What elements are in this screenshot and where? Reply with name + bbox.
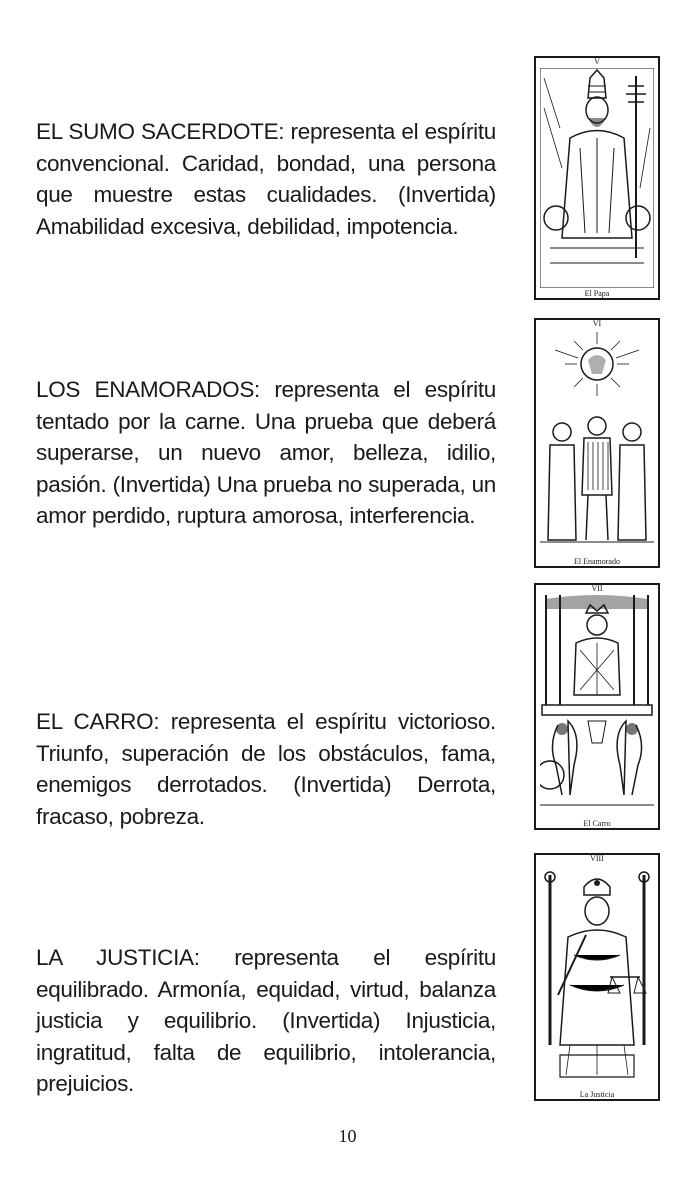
card-name: El Papa bbox=[584, 289, 610, 298]
tarot-card-la-justicia bbox=[534, 853, 660, 1101]
entry-term: EL CARRO bbox=[36, 709, 154, 734]
justice-scales-icon bbox=[540, 865, 654, 1089]
card-numeral: VII bbox=[591, 584, 603, 593]
card-name: El Enamorado bbox=[574, 557, 620, 566]
tarot-card-el-papa bbox=[534, 56, 660, 300]
card-numeral: VIII bbox=[590, 854, 604, 863]
entry-text bbox=[36, 942, 496, 1100]
card-name: El Carro bbox=[583, 819, 611, 828]
entry-description: : representa el espíritu tentado por la carne. Una prueba que deberá superarse, un nuevo amor, belleza, idilio, pasión. (Invertida) Una prueba no superada, un amor perdido, ruptura amorosa, interferencia. bbox=[36, 377, 496, 528]
entry-description: : representa el espíritu victorioso. Triunfo, superación de los obstáculos, fama, enemigos derrotados. (Invertida) Derrota, fracaso, pobreza. bbox=[36, 709, 496, 829]
entry-description: : representa el espíritu equilibrado. Armonía, equidad, virtud, balanza justicia y equilibrio. (Invertida) Injusticia, ingratitud, falta de equilibrio, intolerancia, prejuicios. bbox=[36, 945, 496, 1096]
entry-term: EL SUMO SACERDOTE bbox=[36, 119, 279, 144]
entry-text bbox=[36, 374, 496, 532]
tarot-card-el-enamorado bbox=[534, 318, 660, 568]
lovers-figures-icon bbox=[540, 330, 654, 556]
card-numeral: V bbox=[594, 57, 600, 66]
entry-text bbox=[36, 116, 496, 242]
entry-term: LA JUSTICIA bbox=[36, 945, 194, 970]
pope-figure-icon bbox=[540, 68, 654, 288]
entry-term: LOS ENAMORADOS bbox=[36, 377, 255, 402]
chariot-horses-icon bbox=[540, 595, 654, 818]
card-name: La Justicia bbox=[579, 1090, 615, 1099]
page-number: 10 bbox=[338, 1126, 357, 1146]
entry-text bbox=[36, 706, 496, 832]
card-numeral: VI bbox=[592, 319, 602, 328]
entry-description: : representa el espíritu convencional. Caridad, bondad, una persona que muestre estas cualidades. (Invertida) Amabilidad excesiva, debilidad, impotencia. bbox=[36, 119, 496, 239]
tarot-card-el-carro bbox=[534, 583, 660, 830]
